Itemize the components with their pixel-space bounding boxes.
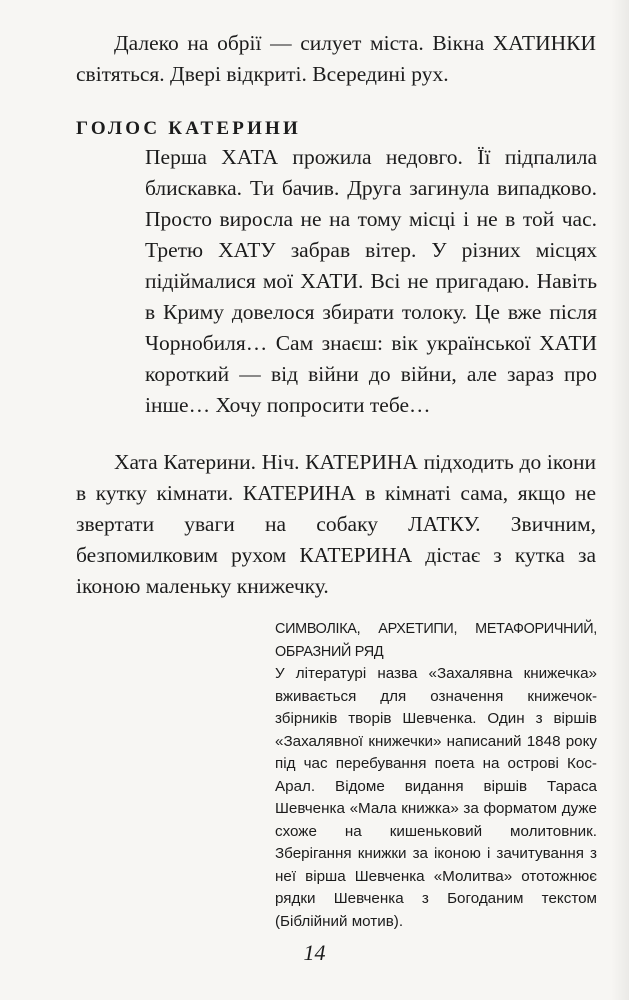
stage-direction-1-text: Далеко на обрії — силует міста. Вікна ХАТИНКИ світяться. Двері відкриті. Всередині рух. xyxy=(76,31,596,86)
stage-direction-2-text: Хата Катерини. Ніч. КАТЕРИНА підходить до ікони в кутку кімнати. КАТЕРИНА в кімнаті сама, якщо не звертати уваги на собаку ЛАТКУ. Звичним, безпомилковим рухом КАТЕРИНА дістає з кутка за іконою маленьку книжечку. xyxy=(76,450,596,598)
speech-block xyxy=(145,142,597,421)
speech-text: Перша ХАТА прожила недовго. Її підпалила блискавка. Ти бачив. Друга загинула випадково. Просто виросла не на тому місці і не в той час. Третю ХАТУ забрав вітер. У різних місцях підіймалися мої ХАТИ. Всі не пригадаю. Навіть в Криму довелося збирати толоку. Це вже після Чорнобиля… Сам знаєш: вік української ХАТИ короткий — від війни до війни, але зараз про інше… Хочу попросити тебе… xyxy=(145,145,597,417)
stage-direction-1 xyxy=(76,28,596,90)
commentary-text: У літературі назва «Захалявна книжечка» вживається для означення книжечок-збірників творів Шевченка. Один з віршів «Захалявної книжечки» написаний 1848 року під час перебування поета на острові Кос-Арал. Відоме видання віршів Тараса Шевченка «Мала книжка» за форматом дуже схоже на кишеньковий молитовник. Зберігання книжки за іконою і зачитування з неї вірша Шевченка «Молитва» ототожнює рядки Шевченка з Богоданим текстом (Біблійний мотив). xyxy=(275,665,597,930)
speaker-name: ГОЛОС КАТЕРИНИ xyxy=(76,118,302,139)
commentary-sidebar xyxy=(275,618,597,933)
stage-direction-2 xyxy=(76,447,596,602)
page-number: 14 xyxy=(303,940,326,965)
page-edge-shadow xyxy=(611,0,629,1000)
commentary-heading: СИМВОЛІКА, АРХЕТИПИ, МЕТАФОРИЧНИЙ, ОБРАЗНИЙ РЯД xyxy=(275,621,597,660)
